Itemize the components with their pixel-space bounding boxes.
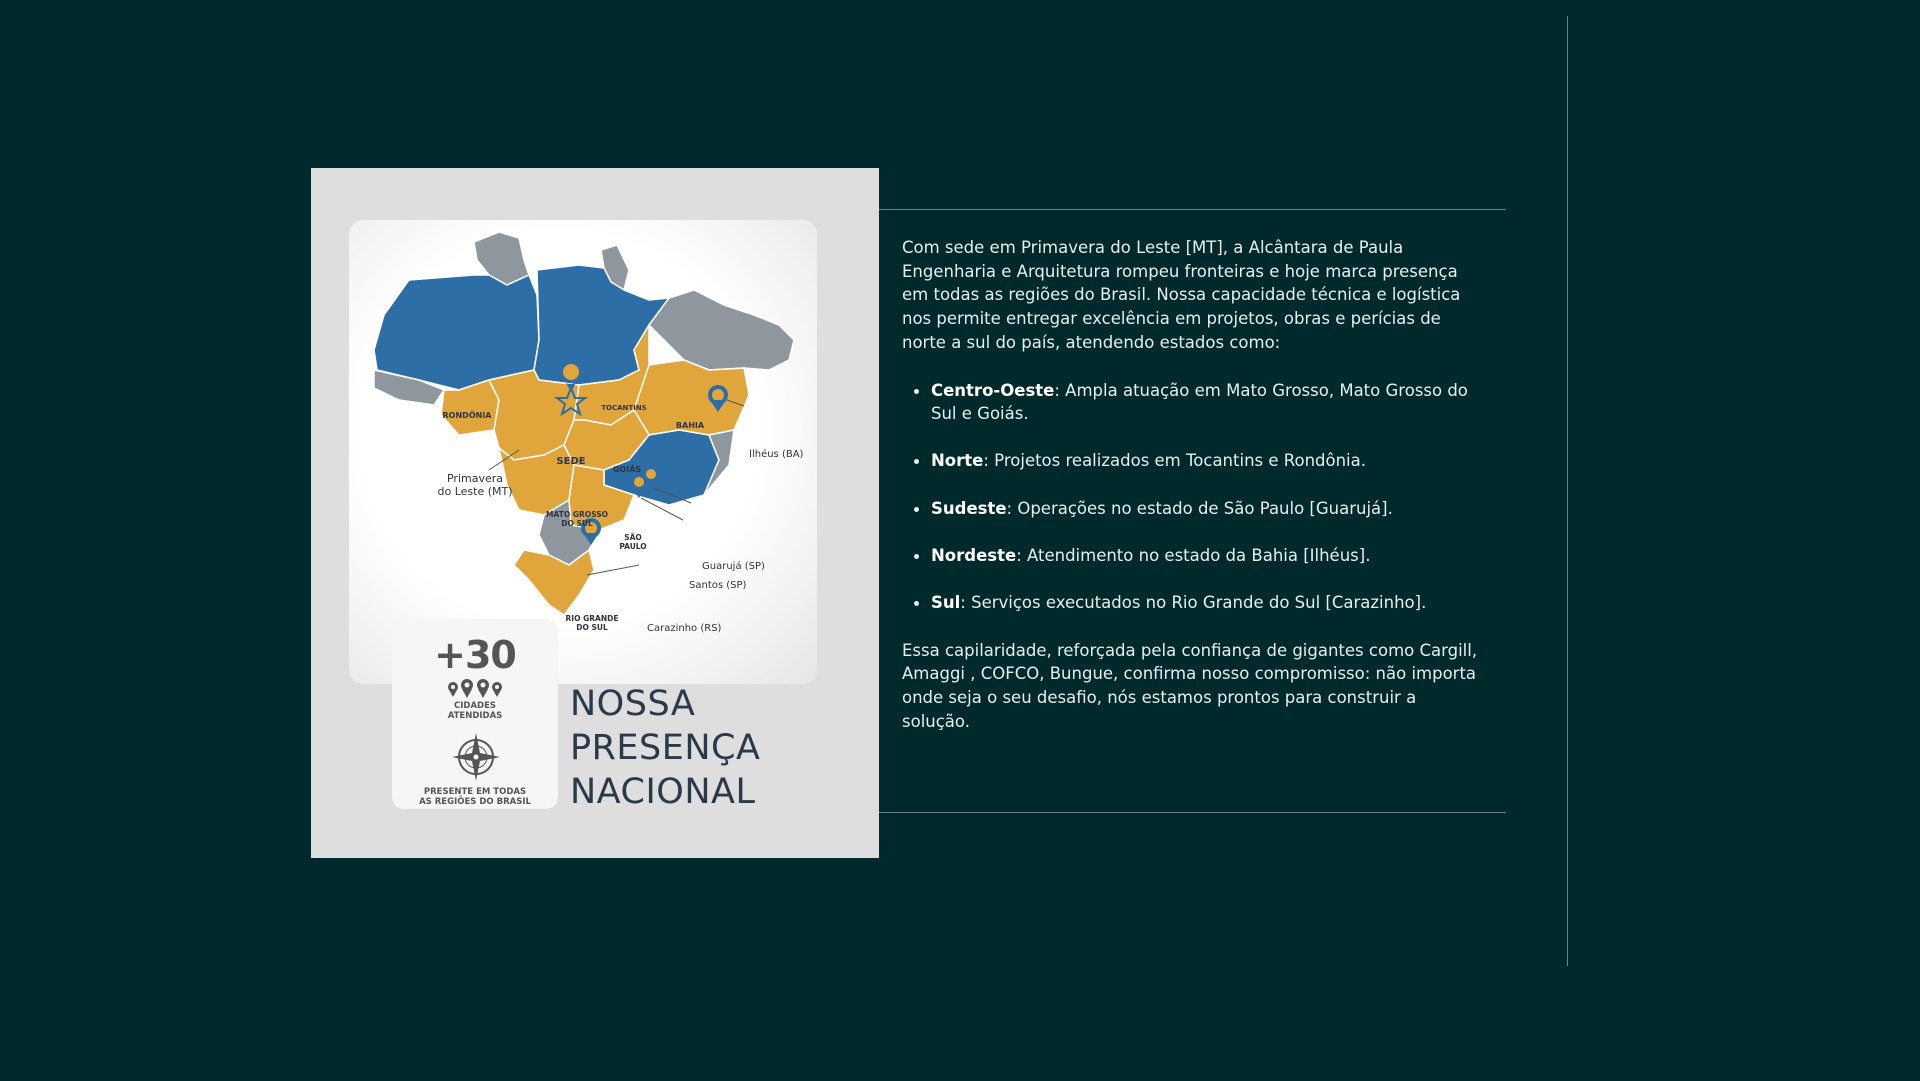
- cities-caption-line2: ATENDIDAS: [447, 711, 503, 721]
- title-line2: PRESENÇA: [570, 728, 761, 768]
- region-name: Centro-Oeste: [931, 380, 1055, 400]
- brazil-map: [349, 220, 817, 684]
- region-text: : Atendimento no estado da Bahia [Ilhéus].: [1016, 545, 1371, 565]
- label-santos: Santos (SP): [689, 580, 747, 591]
- regions-caption-line1: PRESENTE EM TODAS: [423, 787, 527, 797]
- label-ms-line1: MATO GROSSO: [546, 510, 608, 519]
- regions-caption-line2: AS REGIÕES DO BRASIL: [419, 797, 531, 807]
- stats-badge: [392, 619, 558, 809]
- intro-paragraph: Com sede em Primavera do Leste [MT], a Alcântara de Paula Engenharia e Arquitetura rompeu fronteiras e hoje marca presença em todas as regiões do Brasil. Nossa capacidade técnica e logística nos permite entregar excelência em projetos, obras e perícias de norte a sul do país, atendendo estados como:: [902, 238, 1461, 352]
- region-item: [902, 379, 1482, 426]
- label-rs-line1: RIO GRANDE: [565, 614, 619, 623]
- title-line3: NACIONAL: [570, 772, 756, 812]
- region-name: Sudeste: [931, 498, 1007, 518]
- carazinho-leader: [587, 565, 639, 575]
- label-primavera-line1: Primavera: [446, 472, 504, 485]
- label-guaruja: Guarujá (SP): [702, 561, 765, 572]
- closing-paragraph: Essa capilaridade, reforçada pela confiança de gigantes como Cargill, Amaggi , COFCO, Bungue, confirma nosso compromisso: não importa onde seja o seu desafio, nós estamos prontos para construir a solução.: [902, 640, 1478, 731]
- presence-panel: [311, 168, 879, 858]
- compass-icon: [448, 731, 504, 783]
- label-sp-line2: PAULO: [619, 542, 647, 551]
- label-rondonia: RONDÔNIA: [442, 411, 492, 420]
- region-name: Norte: [931, 451, 984, 471]
- region-text: : Operações no estado de São Paulo [Guarujá].: [1006, 498, 1393, 518]
- cities-caption-line1: CIDADES: [453, 701, 497, 711]
- brazil-map-card: [349, 220, 817, 684]
- region-text: : Serviços executados no Rio Grande do Sul [Carazinho].: [960, 593, 1427, 613]
- region-text: : Ampla atuação em Mato Grosso, Mato Grosso do Sul e Goiás.: [931, 380, 1468, 424]
- region-item: [902, 544, 1482, 568]
- vertical-divider: [1567, 16, 1568, 966]
- description-text: [902, 236, 1482, 734]
- label-primavera-line2: do Leste (MT): [437, 485, 513, 498]
- label-sede: SEDE: [556, 456, 586, 467]
- map-pins-icon: [445, 679, 505, 701]
- regions-caption: [392, 787, 558, 807]
- region-text: : Projetos realizados em Tocantins e Rondônia.: [983, 451, 1367, 471]
- region-name: Sul: [931, 593, 961, 613]
- state-rio-grande-do-sul: [514, 550, 594, 615]
- label-goias: GOIÁS: [612, 465, 642, 474]
- label-bahia: BAHIA: [675, 421, 705, 430]
- section-title: [570, 682, 760, 814]
- regions-list: [902, 379, 1482, 615]
- state-amazonas: [374, 275, 539, 390]
- label-sp-line1: SÃO: [624, 533, 642, 542]
- label-ms-line2: DO SUL: [561, 519, 593, 528]
- label-ilheus: Ilhéus (BA): [749, 449, 804, 460]
- region-name: Nordeste: [931, 545, 1017, 565]
- state-northeast: [649, 290, 794, 370]
- label-rs-line2: DO SUL: [576, 623, 608, 632]
- label-carazinho: Carazinho (RS): [647, 623, 722, 634]
- label-tocantins: TOCANTINS: [601, 404, 647, 412]
- region-item: [902, 497, 1482, 521]
- region-item: [902, 449, 1482, 473]
- title-line1: NOSSA: [570, 684, 696, 724]
- cities-count: +30: [434, 633, 516, 677]
- region-item: [902, 591, 1482, 615]
- cities-caption: [392, 701, 558, 721]
